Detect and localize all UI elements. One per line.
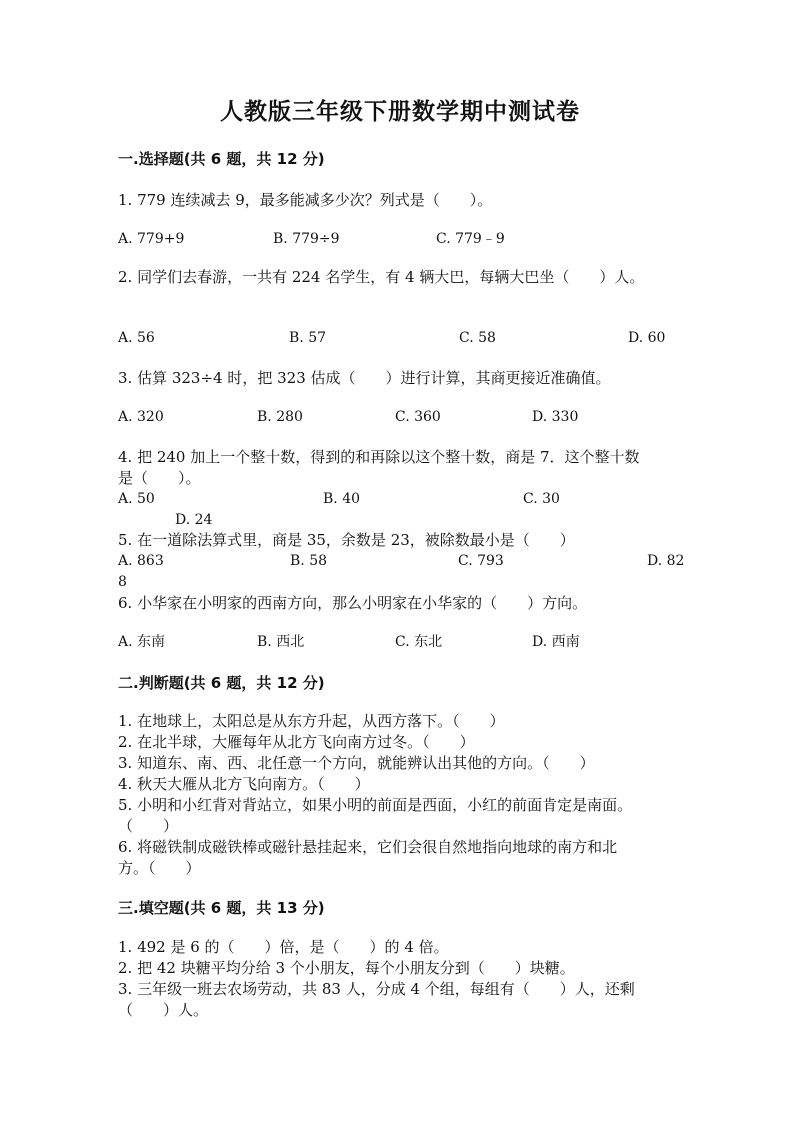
option-1a: A. 779+9 — [118, 231, 185, 247]
judgement-line: 1. 在地球上，太阳总是从东方升起，从西方落下。（ ） — [118, 712, 505, 730]
option-5d-overflow: 8 — [118, 574, 127, 590]
section-header-judgement: 二.判断题(共 6 题，共 12 分) — [118, 674, 325, 692]
fill-line: 3. 三年级一班去农场劳动，共 83 人，分成 4 个组，每组有（ ）人，还剩 — [118, 980, 635, 998]
option-2b: B. 57 — [289, 330, 327, 346]
option-6c: C. 东北 — [395, 634, 443, 650]
option-3a: A. 320 — [118, 409, 164, 425]
fill-line: （ ）人。 — [118, 1001, 209, 1019]
question-2: 2. 同学们去春游，一共有 224 名学生，有 4 辆大巴，每辆大巴坐（ ）人。 — [118, 268, 645, 286]
option-5b: B. 58 — [290, 553, 328, 569]
section-header-choice: 一.选择题(共 6 题，共 12 分) — [118, 150, 325, 168]
judgement-line: 3. 知道东、南、西、北任意一个方向，就能辨认出其他的方向。（ ） — [118, 754, 595, 772]
option-2c: C. 58 — [459, 330, 496, 346]
option-4c: C. 30 — [523, 491, 560, 507]
option-3b: B. 280 — [257, 409, 303, 425]
option-5d: D. 82 — [647, 553, 685, 569]
option-6a: A. 东南 — [118, 634, 166, 650]
option-3c: C. 360 — [395, 409, 441, 425]
option-5c: C. 793 — [458, 553, 504, 569]
judgement-line: （ ） — [118, 817, 179, 835]
option-4d: D. 24 — [175, 512, 213, 528]
question-4-line-1: 4. 把 240 加上一个整十数，得到的和再除以这个整十数，商是 7．这个整十数 — [118, 448, 640, 466]
question-3: 3. 估算 323÷4 时，把 323 估成（ ）进行计算，其商更接近准确值。 — [118, 369, 611, 387]
option-4b: B. 40 — [323, 491, 361, 507]
option-2d: D. 60 — [628, 330, 666, 346]
question-5: 5. 在一道除法算式里，商是 35，余数是 23，被除数最小是（ ） — [118, 531, 575, 549]
judgement-line: 方。（ ） — [118, 859, 201, 877]
question-4-line-2: 是（ ）。 — [118, 469, 201, 487]
judgement-line: 4. 秋天大雁从北方飞向南方。（ ） — [118, 775, 370, 793]
option-1b: B. 779÷9 — [273, 231, 340, 247]
option-3d: D. 330 — [532, 409, 579, 425]
judgement-line: 2. 在北半球，大雁每年从北方飞向南方过冬。（ ） — [118, 733, 475, 751]
question-6: 6. 小华家在小明家的西南方向，那么小明家在小华家的（ ）方向。 — [118, 594, 588, 612]
page-title: 人教版三年级下册数学期中测试卷 — [220, 99, 580, 125]
judgement-line: 5. 小明和小红背对背站立，如果小明的前面是西面，小红的前面肯定是南面。 — [118, 796, 633, 814]
option-4a: A. 50 — [118, 491, 155, 507]
fill-line: 1. 492 是 6 的（ ）倍，是（ ）的 4 倍。 — [118, 938, 449, 956]
question-1: 1. 779 连续减去 9，最多能减多少次？列式是（ ）。 — [118, 191, 493, 209]
option-2a: A. 56 — [118, 330, 155, 346]
option-6d: D. 西南 — [532, 634, 580, 650]
option-6b: B. 西北 — [257, 634, 305, 650]
option-1c: C. 779﹣9 — [436, 231, 505, 247]
judgement-line: 6. 将磁铁制成磁铁棒或磁针悬挂起来，它们会很自然地指向地球的南方和北 — [118, 838, 618, 856]
option-5a: A. 863 — [118, 553, 164, 569]
section-header-fill-blank: 三.填空题(共 6 题，共 13 分) — [118, 899, 325, 917]
fill-line: 2. 把 42 块糖平均分给 3 个小朋友，每个小朋友分到（ ）块糖。 — [118, 959, 575, 977]
